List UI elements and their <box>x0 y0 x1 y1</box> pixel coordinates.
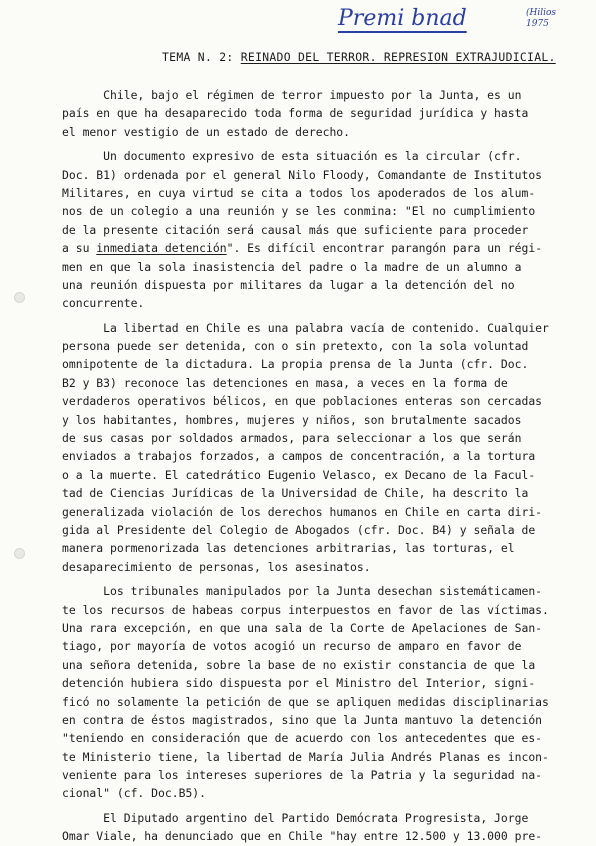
line-text: o a la muerte. El catedrático Eugenio Velasco, ex Decano de la Facul- <box>62 467 536 482</box>
line-text: en contra de éstos magistrados, sino que la Junta mantuvo la detención <box>62 712 543 727</box>
text-line <box>62 202 584 220</box>
line-text: Militares, en cuya virtud se cita a todos los apoderados de los alum- <box>62 185 536 200</box>
title-text: REINADO DEL TERROR. REPRESION EXTRAJUDICIAL. <box>240 50 556 64</box>
text-line <box>62 276 584 294</box>
text-line <box>62 447 584 465</box>
text-line <box>62 147 584 165</box>
text-line <box>62 123 584 141</box>
text-line <box>62 809 584 827</box>
line-text: tad de Ciencias Jurídicas de la Universidad de Chile, ha descrito la <box>62 486 529 501</box>
text-line <box>62 104 584 122</box>
line-text: gida al Presidente del Colegio de Abogados (cfr. Doc. B4) y señala de <box>62 522 536 537</box>
text-line <box>62 766 584 784</box>
line-text: te Ministerio tiene, la libertad de María Julia Andrés Planas es incon- <box>62 749 549 764</box>
line-text: Una rara excepción, en que una sala de la Corte de Apelaciones de San- <box>62 620 543 635</box>
line-text: "teniendo en consideración que de acuerdo con los antecedentes que es- <box>62 731 543 746</box>
text-line <box>62 294 584 312</box>
line-text: men en que la sola inasistencia del padre o la madre de un alumno a <box>62 259 522 274</box>
underlined-text: inmediata detención <box>96 241 227 256</box>
text-line <box>62 429 584 447</box>
line-text: a su <box>62 241 97 256</box>
text-line <box>62 748 584 766</box>
text-line <box>62 466 584 484</box>
line-text: desaparecimiento de personas, los asesinatos. <box>62 559 371 574</box>
line-text: país en que ha desaparecido toda forma de seguridad jurídica y hasta <box>62 106 529 121</box>
line-text: tiago, por mayoría de votos acogió un recurso de amparo en favor de <box>62 639 522 654</box>
text-line <box>62 355 584 373</box>
text-line <box>62 239 584 257</box>
text-line <box>62 221 584 239</box>
text-line <box>62 656 584 674</box>
text-line <box>62 674 584 692</box>
text-line <box>62 484 584 502</box>
line-text: de la presente citación será causal más que suficiente para proceder <box>62 222 529 237</box>
text-line <box>62 503 584 521</box>
text-line <box>62 539 584 557</box>
text-line <box>62 258 584 276</box>
text-line <box>62 729 584 747</box>
text-line <box>62 601 584 619</box>
document-body <box>62 86 584 846</box>
line-text: y los habitantes, hombres, mujeres y niños, son brutalmente sacados <box>62 412 522 427</box>
punch-hole <box>14 548 25 559</box>
line-text: enviados a trabajos forzados, a campos de concentración, a la tortura <box>62 449 536 464</box>
text-line <box>62 374 584 392</box>
line-text: La libertad en Chile es una palabra vacía de contenido. Cualquier <box>62 320 549 335</box>
section-title <box>162 50 556 64</box>
line-text: Chile, bajo el régimen de terror impuesto por la Junta, es un <box>62 88 522 102</box>
text-line <box>62 784 584 802</box>
line-text: el menor vestigio de un estado de derecho. <box>62 124 351 139</box>
text-line <box>62 166 584 184</box>
side-note-line: (Hilios <box>526 8 557 18</box>
line-text: nos de un colegio a una reunión y se les conmina: "El no cumplimiento <box>62 204 536 219</box>
line-text: generalizada violación de los derechos humanos en Chile en carta diri- <box>62 504 543 519</box>
line-text: una reunión dispuesta por militares da lugar a la detención del no <box>62 277 515 292</box>
text-line <box>62 827 584 845</box>
line-text: cional" (cf. Doc.B5). <box>62 786 207 801</box>
line-text: El Diputado argentino del Partido Demócrata Progresista, Jorge <box>62 810 529 825</box>
line-text: una señora detenida, sobre la base de no existir constancia de que la <box>62 657 536 672</box>
text-line <box>62 392 584 410</box>
side-note-line: 1975 <box>526 19 549 29</box>
text-line <box>62 337 584 355</box>
handwritten-annotation: Premi bnad <box>338 6 467 31</box>
line-text: verdaderos operativos bélicos, en que poblaciones enteras son cercadas <box>62 394 543 409</box>
line-text: persona puede ser detenida, con o sin pretexto, con la sola voluntad <box>62 339 529 354</box>
handwritten-side-note <box>526 8 556 30</box>
title-prefix: TEMA N. 2: <box>162 50 241 64</box>
text-line <box>62 582 584 600</box>
line-text: B2 y B3) reconoce las detenciones en masa, a veces en la forma de <box>62 375 508 390</box>
text-line <box>62 711 584 729</box>
line-text: omnipotente de la dictadura. La propia prensa de la Junta (cfr. Doc. <box>62 357 529 372</box>
line-text: de sus casas por soldados armados, para seleccionar a los que serán <box>62 431 522 446</box>
text-line <box>62 619 584 637</box>
text-line <box>62 319 584 337</box>
line-text: detención hubiera sido dispuesta por el Ministro del Interior, signi- <box>62 676 536 691</box>
line-text: Un documento expresivo de esta situación es la circular (cfr. <box>62 149 522 164</box>
punch-hole <box>14 292 25 303</box>
text-line <box>62 693 584 711</box>
line-text: te los recursos de habeas corpus interpuestos en favor de las víctimas. <box>62 602 549 617</box>
text-line <box>62 184 584 202</box>
text-line <box>62 558 584 576</box>
line-text: veniente para los intereses superiores de la Patria y la seguridad na- <box>62 768 543 783</box>
line-text: ficó no solamente la petición de que se apliquen medidas disciplinarias <box>62 694 549 709</box>
text-line <box>62 411 584 429</box>
text-line <box>62 637 584 655</box>
line-text: manera pormenorizada las detenciones arbitrarias, las torturas, el <box>62 541 515 556</box>
line-text-continuation: ". Es difícil encontrar parangón para un régi- <box>226 241 543 256</box>
line-text: Doc. B1) ordenada por el general Nilo Floody, Comandante de Institutos <box>62 167 543 182</box>
text-line <box>62 521 584 539</box>
line-text: Omar Viale, ha denunciado que en Chile "hay entre 12.500 y 13.000 pre- <box>62 829 543 844</box>
text-line <box>62 86 584 104</box>
line-text: concurrente. <box>62 296 145 311</box>
line-text: Los tribunales manipulados por la Junta desechan sistemáticamen- <box>62 584 543 599</box>
